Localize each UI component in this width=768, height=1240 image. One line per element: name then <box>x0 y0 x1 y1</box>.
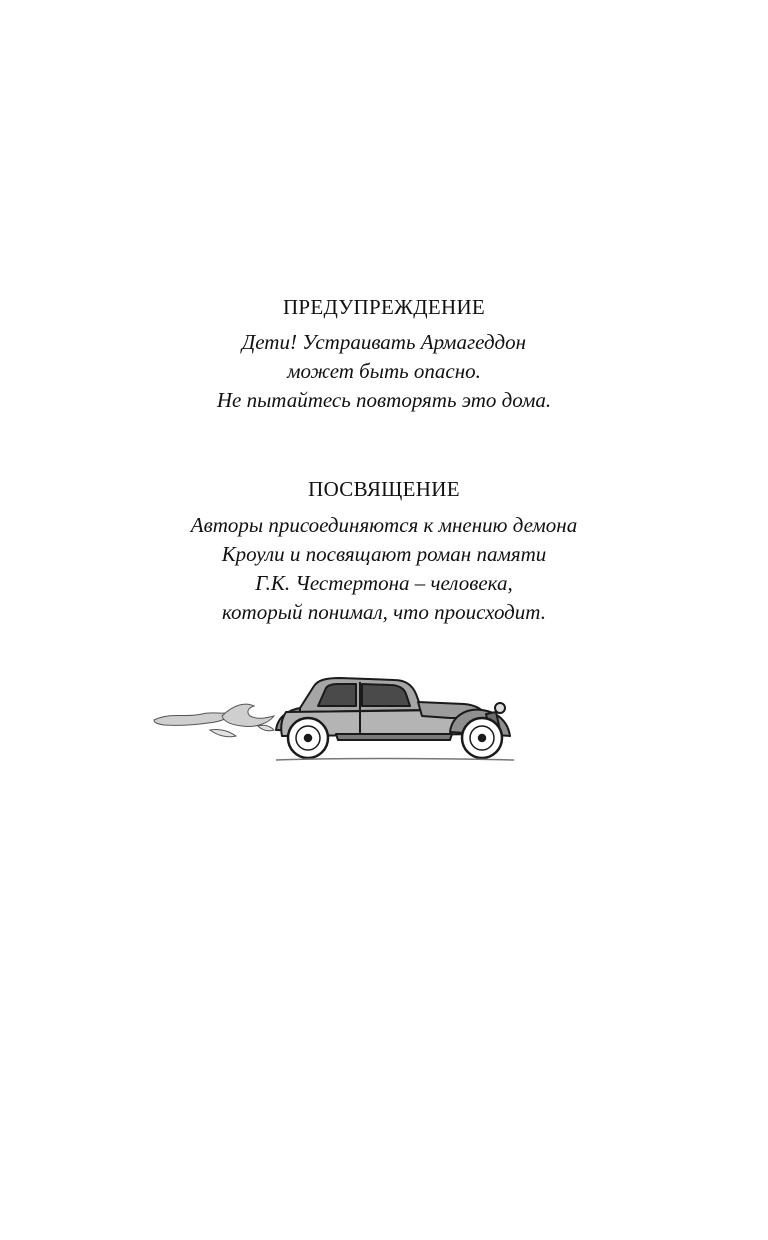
dedication-line: который понимал, что происходит. <box>222 600 546 624</box>
dedication-section <box>0 476 768 627</box>
dedication-text <box>0 511 768 627</box>
dedication-heading: ПОСВЯЩЕНИЕ <box>308 477 460 501</box>
warning-line: может быть опасно. <box>287 359 481 383</box>
dedication-line: Кроули и посвящают роман памяти <box>221 542 547 566</box>
warning-section <box>0 294 768 415</box>
warning-line: Дети! Устраивать Армагеддон <box>241 330 527 354</box>
ground-shadow <box>276 759 514 761</box>
dedication-line: Г.К. Честертона – человека, <box>255 571 513 595</box>
exhaust-smoke <box>154 704 274 737</box>
warning-heading: ПРЕДУПРЕЖДЕНИЕ <box>282 295 486 319</box>
warning-line: Не пытайтесь повторять это дома. <box>216 388 552 412</box>
vintage-car-icon <box>150 668 522 764</box>
warning-text <box>0 328 768 415</box>
dedication-line: Авторы присоединяются к мнению демона <box>190 513 578 537</box>
